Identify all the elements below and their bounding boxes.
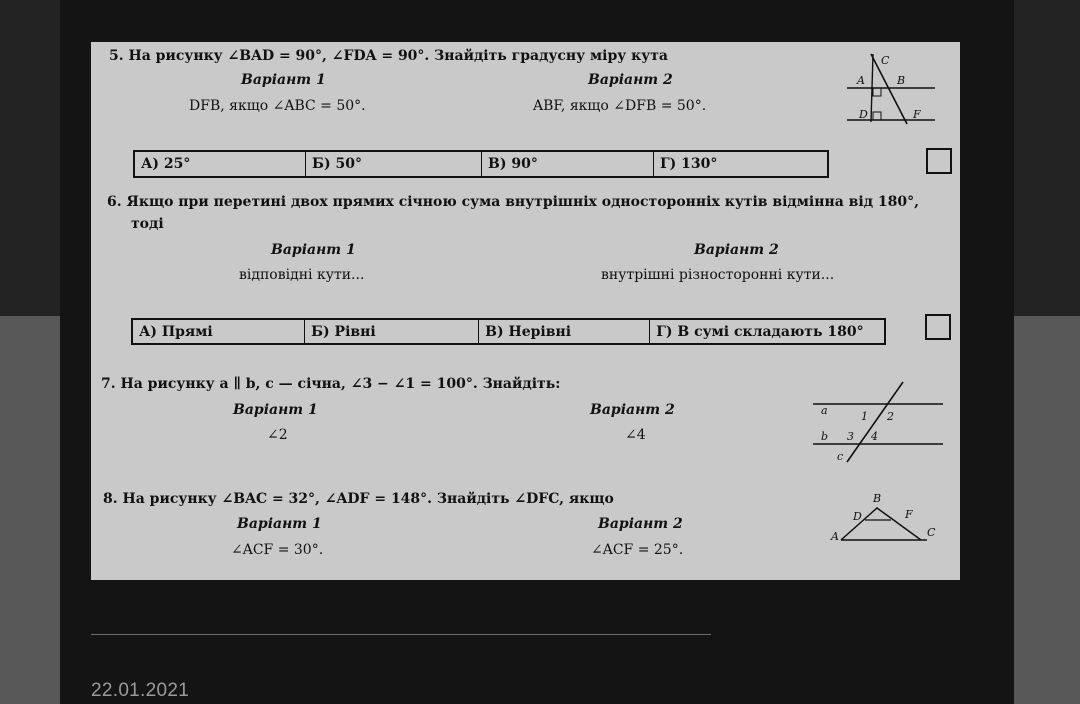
fig7-label-b: b — [821, 430, 829, 443]
task8-text: 8. На рисунку ∠BAC = 32°, ∠ADF = 148°. Знайдіть ∠DFC, якщо — [103, 491, 614, 507]
task8-variant2-text: ∠ACF = 25°. — [591, 542, 684, 558]
task6-variant2-title: Варіант 2 — [694, 242, 779, 258]
task6-variant1-text: відповідні кути... — [239, 267, 365, 283]
task6-variant2-text: внутрішні різносторонні кути... — [601, 267, 835, 283]
fig5-label-d: D — [859, 108, 868, 121]
fig8-label-b: B — [873, 492, 882, 505]
fig7-label-2: 2 — [887, 410, 894, 423]
worksheet-photo[interactable] — [91, 42, 960, 580]
task5-option-a[interactable]: А) 25° — [135, 152, 306, 176]
fig7-label-4: 4 — [871, 430, 878, 443]
task5-variant1-text: DFB, якщо ∠ABC = 50°. — [189, 98, 366, 114]
task6-option-b[interactable]: Б) Рівні — [305, 320, 479, 343]
fig5-label-c: C — [881, 54, 890, 67]
task8-variant1-title: Варіант 1 — [237, 516, 322, 532]
task5-option-d[interactable]: Г) 130° — [660, 156, 718, 172]
task6-answer-box[interactable] — [925, 314, 951, 340]
fig8-label-c: C — [927, 526, 936, 539]
task7-variant2-title: Варіант 2 — [590, 402, 675, 418]
task8-figure — [829, 490, 939, 550]
task6-variant1-title: Варіант 1 — [271, 242, 356, 258]
fig8-label-d: D — [853, 510, 862, 523]
task6-text-line1: 6. Якщо при перетині двох прямих січною сума внутрішніх односторонніх кутів відмінна від 180°, — [107, 194, 920, 210]
task6-text-line2: тоді — [131, 216, 164, 232]
task5-variant2-text: ABF, якщо ∠DFB = 50°. — [533, 98, 707, 114]
task7-variant1-title: Варіант 1 — [233, 402, 318, 418]
fig5-label-b: B — [897, 74, 906, 87]
task5-option-c[interactable]: В) 90° — [482, 152, 654, 176]
task8-variant2-title: Варіант 2 — [598, 516, 683, 532]
fig5-label-f: F — [913, 108, 921, 121]
post-date: 22.01.2021 — [91, 680, 190, 701]
task6-option-a[interactable]: А) Прямі — [133, 320, 305, 343]
fig7-label-1: 1 — [861, 410, 868, 423]
fig7-label-3: 3 — [847, 430, 854, 443]
fig8-label-f: F — [905, 508, 913, 521]
task8-variant1-text: ∠ACF = 30°. — [231, 542, 324, 558]
fig7-label-a: a — [821, 404, 828, 417]
task5-variant2-title: Варіант 2 — [588, 72, 673, 88]
task6-answer-options — [131, 318, 886, 345]
task7-figure — [811, 378, 951, 464]
fig8-label-a: A — [831, 530, 839, 543]
task5-figure — [839, 48, 939, 128]
task7-variant1-text: ∠2 — [267, 427, 288, 443]
task5-answer-options — [133, 150, 829, 178]
task6-option-d[interactable]: Г) В сумі складають 180° — [656, 323, 864, 340]
task5-variant1-title: Варіант 1 — [241, 72, 326, 88]
task5-text: 5. На рисунку ∠BAD = 90°, ∠FDA = 90°. Знайдіть градусну міру кута — [109, 48, 668, 64]
task6-option-c[interactable]: В) Нерівні — [479, 320, 650, 343]
fig5-label-a: A — [857, 74, 865, 87]
post-divider — [91, 634, 711, 635]
task5-answer-box[interactable] — [926, 148, 952, 174]
task7-text: 7. На рисунку a ∥ b, c — січна, ∠3 − ∠1 = 100°. Знайдіть: — [101, 376, 561, 392]
task5-option-b[interactable]: Б) 50° — [306, 152, 482, 176]
fig7-label-c: c — [837, 450, 844, 463]
task7-variant2-text: ∠4 — [625, 427, 646, 443]
